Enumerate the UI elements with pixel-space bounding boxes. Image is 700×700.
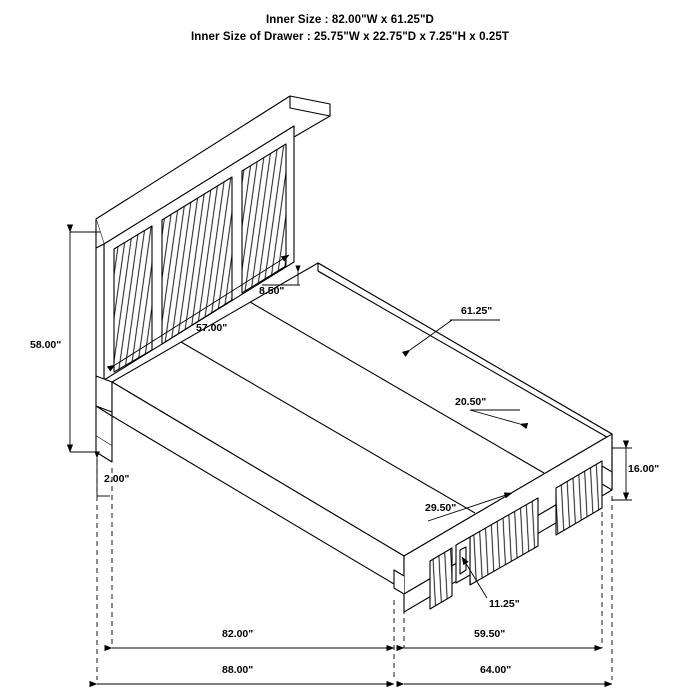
- dim-footboard-height: 16.00": [628, 463, 660, 475]
- dim-overall-width: 64.00": [480, 664, 512, 676]
- dim-bed-inner-depth: 61.25": [461, 305, 493, 317]
- dim-footboard-width: 59.50": [474, 628, 506, 640]
- dim-inner-length: 82.00": [222, 628, 254, 640]
- dim-drawer-handle-height: 11.25": [489, 598, 520, 610]
- dim-headboard-top-rail: 8.50": [259, 285, 285, 297]
- inner-size-drawer-text: Inner Size of Drawer : 25.75"W x 22.75"D x 7.25"H x 0.25T: [190, 31, 509, 43]
- inner-size-text: Inner Size : 82.00"W x 61.25"D: [266, 14, 434, 26]
- dim-drawer-front-width: 29.50": [425, 502, 457, 514]
- dim-overall-length: 88.00": [222, 664, 254, 676]
- dim-leg-height: 2.00": [104, 473, 130, 485]
- dim-headboard-height: 58.00": [30, 339, 62, 351]
- dim-headboard-panel-width: 57.00": [196, 322, 228, 334]
- dim-side-rail-width: 20.50": [455, 396, 487, 408]
